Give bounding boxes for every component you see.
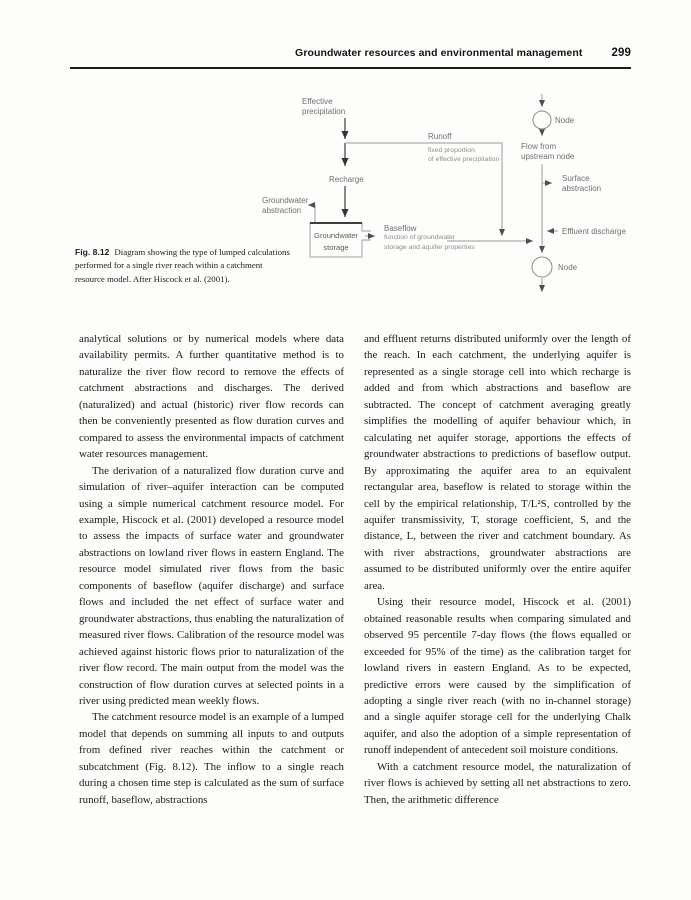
- paragraph: The catchment resource model is an example of a lumped model that depends on summing all inputs to and outputs from defined river reaches within the catchment or subcatchment (Fig. 8.12). The inflow to a single reach during a chosen time step is calculated as the sum of surface runoff, baseflow, abstractions: [79, 711, 344, 806]
- runoff-flow-line: [345, 143, 502, 236]
- page-number: 299: [611, 47, 631, 59]
- groundwater-abstraction-arrow: [308, 205, 315, 222]
- baseflow-label: Baseflow: [384, 224, 417, 233]
- running-head-title: Groundwater resources and environmental management: [295, 47, 583, 59]
- flow-from-upstream-label-line1: Flow from: [521, 142, 557, 151]
- effluent-discharge-label: Effluent discharge: [562, 227, 626, 236]
- body-column-right: [364, 331, 631, 808]
- groundwater-storage-label-line1: Groundwater: [314, 231, 358, 240]
- paragraph: The derivation of a naturalized flow duration curve and simulation of river–aquifer interaction can be computed using a simple numerical catchment resource model. For example, Hiscock et al. (2001) developed a resource model to assess the impacts of surface water and groundwater abstractions on lowland river flows in eastern England. The resource model simulated river flows from the basic components of baseflow (aquifer discharge) and surface flows and included the net effect of surface water and groundwater abstractions, thus enabling the naturalization of measured river flows. Calibration of the resource model was achieved against historic flows prior to naturalization of the river flow record. The main output from the model was the construction of flow duration curves at selected points in a river using predicted mean weekly flows.: [79, 464, 344, 707]
- groundwater-abstraction-label-line2: abstraction: [262, 206, 302, 215]
- node-circle-top: [533, 111, 551, 129]
- surface-abstraction-label-line2: abstraction: [562, 184, 602, 193]
- paragraph: With a catchment resource model, the naturalization of river flows is achieved by setting all net abstractions to zero. Then, the arithmetic difference: [364, 760, 631, 806]
- effective-precipitation-label-line2: precipitation: [302, 107, 346, 116]
- paragraph: analytical solutions or by numerical models where data availability permits. A further quantitative method is to naturalize the river flow record to remove the effects of catchment abstractions and discharges. The derived (naturalized) and actual (historic) river flow records can then be conveniently presented as flow duration curves and compared to assess the environmental impacts of catchment water resources management.: [79, 333, 344, 461]
- figure-caption: [75, 246, 293, 286]
- figure-caption-label: Fig. 8.12: [75, 247, 110, 257]
- body-column-left: [79, 331, 344, 808]
- paragraph: and effluent returns distributed uniformly over the length of the reach. In each catchment, the underlying aquifer is represented as a single storage cell into which recharge is added and from which abstractions and baseflow are subtracted. The concept of catchment averaging greatly simplifies the modelling of aquifer behaviour which, in calculating net aquifer storage, apportions the effects of groundwater abstractions to predictions of baseflow output. By approximating the aquifer area to an equivalent rectangular area, baseflow is related to storage within the cell by the empirical relationship, T/L²S, controlled by the aquifer transmissivity, T, storage coefficient, S, and the distance, L, between the river and catchment boundary. As with river abstractions, groundwater abstractions are assumed to be distributed uniformly over the entire aquifer area.: [364, 333, 631, 592]
- baseflow-sublabel-line1: function of groundwater: [384, 234, 456, 241]
- runoff-sublabel-line1: fixed proportion: [428, 147, 475, 154]
- groundwater-storage-box: [310, 223, 362, 257]
- recharge-label: Recharge: [329, 175, 364, 184]
- runoff-label: Runoff: [428, 132, 452, 141]
- runoff-sublabel-line2: of effective precipitation: [428, 156, 500, 163]
- paragraph: Using their resource model, Hiscock et al. (2001) obtained reasonable results when comparing simulated and observed 95 percentile 7-day flows (the flows equalled or exceeded for 95% of the time) as the calibration target for lowland rivers in eastern England. As to be expected, predictive errors were caused by the simplification of adopting a single river reach (with no in-channel storage) and a single aquifer storage cell for the underlying Chalk aquifer, and also the adoption of a simple representation of runoff independent of antecedent soil moisture conditions.: [364, 596, 631, 757]
- figure-caption-text: Diagram showing the type of lumped calculations performed for a single river reach within a catchment resource model. After Hiscock et al. (2001).: [75, 247, 290, 284]
- groundwater-abstraction-label-line1: Groundwater: [262, 196, 309, 205]
- flow-lines: [308, 94, 558, 292]
- header-rule: [70, 67, 631, 69]
- groundwater-storage-label-line2: storage: [323, 243, 349, 252]
- baseflow-sublabel-line2: storage and aquifer properties: [384, 244, 475, 251]
- effective-precipitation-label-line1: Effective: [302, 97, 333, 106]
- node-circle-bottom: [532, 257, 552, 277]
- flow-from-upstream-label-line2: upstream node: [521, 152, 575, 161]
- node-bottom-label: Node: [558, 263, 578, 272]
- node-top-label: Node: [555, 116, 575, 125]
- surface-abstraction-label-line1: Surface: [562, 174, 590, 183]
- diagram-labels: [262, 97, 626, 272]
- running-head: [70, 47, 631, 59]
